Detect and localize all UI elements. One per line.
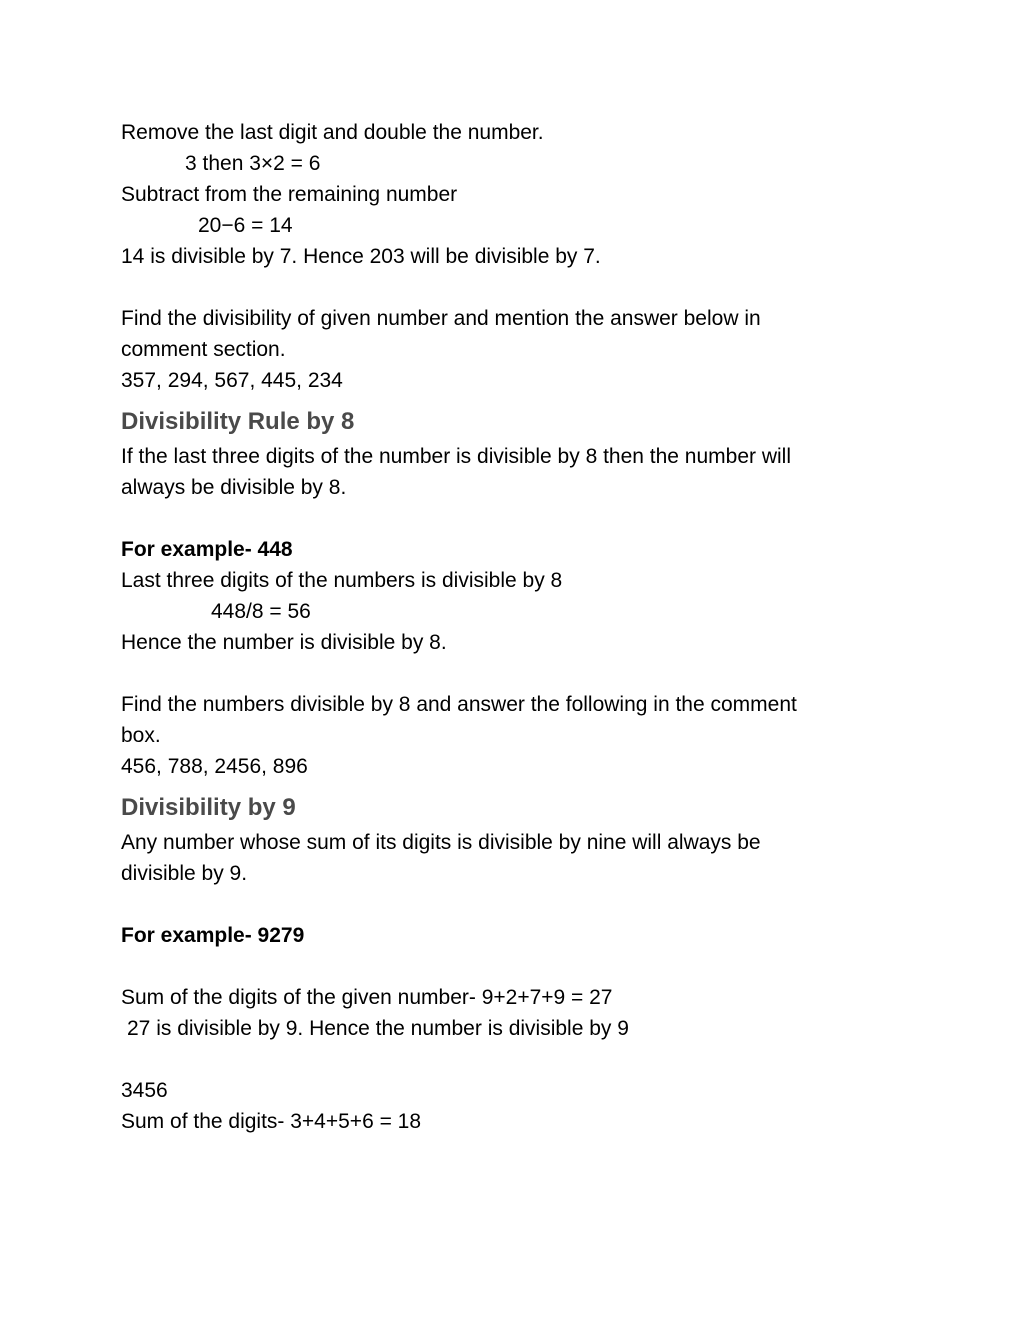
rule8-exercise-numbers: 456, 788, 2456, 896 — [121, 755, 308, 778]
spacer — [121, 951, 901, 982]
rule9-example-label: For example- 9279 — [121, 924, 305, 947]
rule9-example2-number: 3456 — [121, 1079, 168, 1102]
spacer — [121, 1044, 901, 1075]
rule7-exercise-numbers: 357, 294, 567, 445, 234 — [121, 369, 343, 392]
rule8-text-line1: If the last three digits of the number is divisible by 8 then the number will — [121, 445, 792, 468]
rule8-example-label: For example- 448 — [121, 538, 293, 561]
rule8-calc1: 448/8 = 56 — [211, 600, 311, 623]
rule7-step1: Remove the last digit and double the number. — [121, 121, 544, 144]
rule8-exercise-line1: Find the numbers divisible by 8 and answer the following in the comment — [121, 693, 797, 716]
spacer — [121, 503, 901, 534]
rule7-conclusion: 14 is divisible by 7. Hence 203 will be divisible by 7. — [121, 245, 601, 268]
rule8-exercise-line2: box. — [121, 724, 161, 747]
rule7-calc2: 20−6 = 14 — [198, 214, 293, 237]
spacer — [121, 272, 901, 303]
rule9-example2-sum: Sum of the digits- 3+4+5+6 = 18 — [121, 1110, 422, 1133]
rule9-heading: Divisibility by 9 — [121, 794, 296, 821]
rule7-exercise-line1: Find the divisibility of given number and mention the answer below in — [121, 307, 761, 330]
document-page — [121, 117, 901, 1137]
rule8-step1: Last three digits of the numbers is divisible by 8 — [121, 569, 563, 592]
rule8-conclusion: Hence the number is divisible by 8. — [121, 631, 447, 654]
rule7-step2: Subtract from the remaining number — [121, 183, 458, 206]
rule8-heading: Divisibility Rule by 8 — [121, 408, 355, 435]
rule7-calc1: 3 then 3×2 = 6 — [185, 152, 321, 175]
rule8-text-line2: always be divisible by 8. — [121, 476, 347, 499]
rule9-conclusion: 27 is divisible by 9. Hence the number is divisible by 9 — [127, 1017, 629, 1040]
rule7-exercise-line2: comment section. — [121, 338, 286, 361]
spacer — [121, 889, 901, 920]
rule9-sum-line: Sum of the digits of the given number- 9+2+7+9 = 27 — [121, 986, 613, 1009]
rule9-text-line1: Any number whose sum of its digits is divisible by nine will always be — [121, 831, 761, 854]
rule9-text-line2: divisible by 9. — [121, 862, 248, 885]
spacer — [121, 658, 901, 689]
